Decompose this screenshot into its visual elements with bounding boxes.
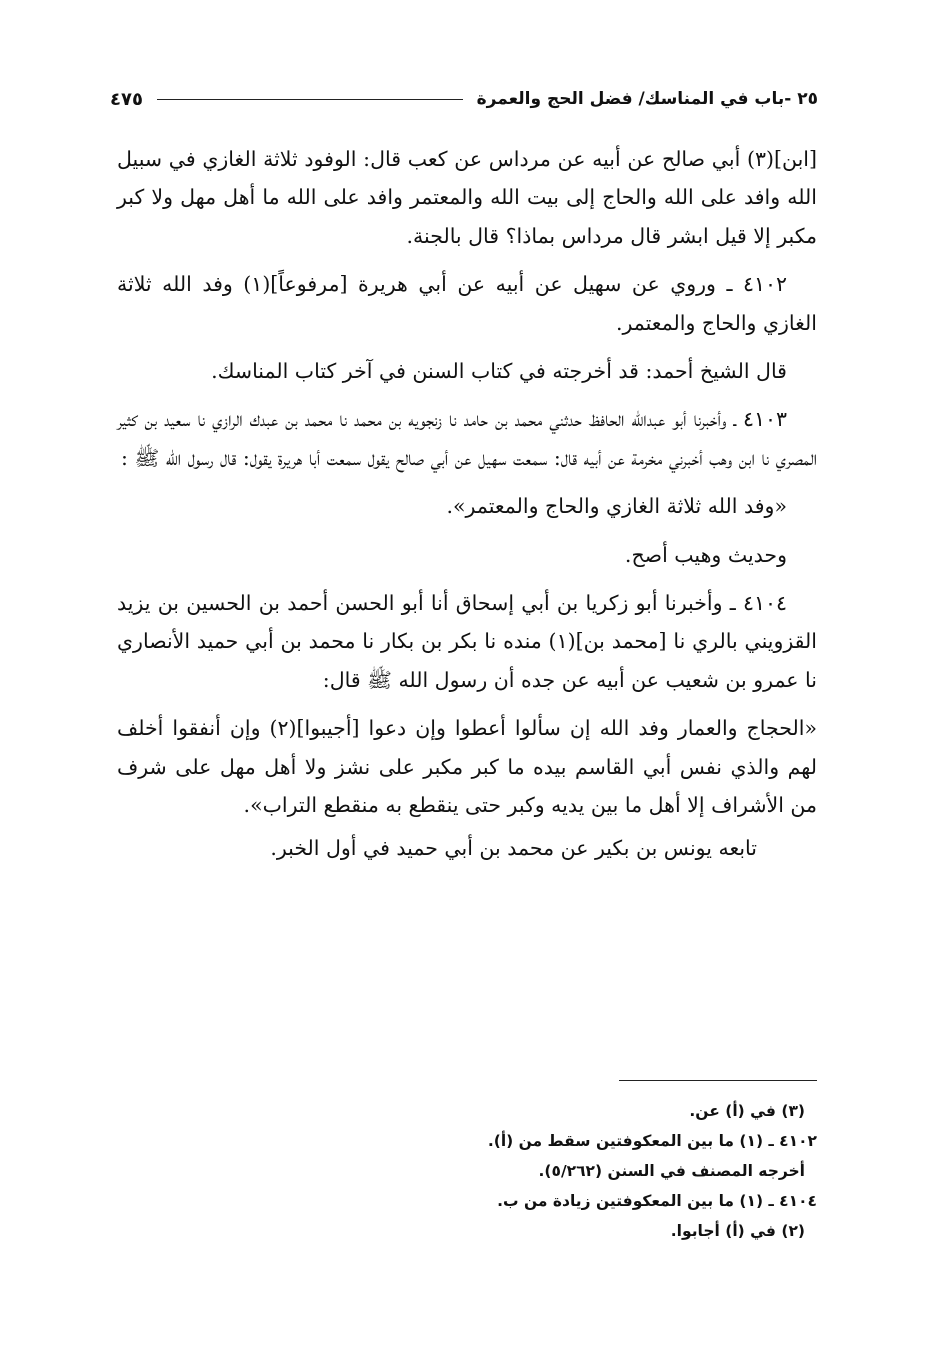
hadith-4102: ٤١٠٢ ـ وروي عن سهيل عن أبيه عن أبي هريرة [مرفوعاً](١) وفد الله ثلاثة الغازي والحاج والمعتمر. (117, 272, 817, 335)
hadith-4103: ٤١٠٣ ـ وأخبرنا أبو عبدالله الحافظ حدثني محمد بن حامد نا زنجويه بن محمد نا محمد بن عبدك الرازي نا سعيد بن كثير المصري نا ابن وهب أخبرني مخرمة عن أبيه قال: سمعت سهيل عن أبي صالح يقول سمعت أبا هريرة يقول: قال رسول الله ﷺ : (117, 407, 817, 470)
hadith-4103-quote: «وفد الله ثلاثة الغازي والحاج والمعتمر». (446, 494, 787, 519)
hadith-4104-quote: «الحجاج والعمار وفد الله إن سألوا أعطوا وإن دعوا [أجيبوا](٢) وإن أنفقوا أخلف لهم والذي نفس أبي القاسم بيده ما كبر مكبر على نشز ولا أهل مهل على شرف من الأشراف إلا أهل ما بين يديه وكبر حتى ينقطع به منقطع التراب». (117, 716, 817, 818)
paragraph-continuation: [ابن](٣) أبي صالح عن أبيه عن مرداس عن كعب قال: الوفود ثلاثة الغازي في سبيل الله وافد على الله والحاج إلى بيت الله والمعتمر وافد على الله ما أهل مهل ولا كبر مكبر إلا قيل ابشر قال مرداس بماذا؟ قال بالجنة. (117, 147, 817, 248)
hadith-4103-note: وحديث وهيب أصح. (624, 542, 787, 567)
main-text (117, 140, 817, 877)
footnote-item: ٤١٠٢ ـ (١) ما بين المعكوفتين سقط من (أ). (487, 1132, 817, 1150)
running-header (110, 82, 818, 116)
header-divider (157, 99, 463, 100)
footnote-item: أخرجه المصنف في السنن (٥/٢٦٢). (538, 1162, 805, 1180)
footnote-item: (٣) في (أ) عن. (689, 1102, 805, 1120)
footnote-divider (619, 1080, 817, 1081)
page-number: ٤٧٥ (110, 88, 143, 110)
hadith-4104: ٤١٠٤ ـ وأخبرنا أبو زكريا بن أبي إسحاق أنا أبو الحسن أحمد بن الحسين بن يزيد القزويني بالري نا [محمد بن](١) منده نا بكر بن بكار نا محمد بن أبي حميد الأنصاري نا عمرو بن شعيب عن أبيه عن جده أن رسول الله ﷺ قال: (117, 591, 817, 692)
footnote-item: ٤١٠٤ ـ (١) ما بين المعكوفتين زيادة من ب. (497, 1192, 817, 1210)
footnotes (117, 1096, 817, 1246)
hadith-4104-note: تابعه يونس بن بكير عن محمد بن أبي حميد في أول الخبر. (270, 835, 757, 860)
chapter-title: ٢٥ -باب في المناسك/ فضل الحج والعمرة (476, 89, 818, 109)
sheikh-comment: قال الشيخ أحمد: قد أخرجته في كتاب السنن في آخر كتاب المناسك. (211, 359, 787, 384)
footnote-item: (٢) في (أ) أجابوا. (670, 1222, 805, 1240)
